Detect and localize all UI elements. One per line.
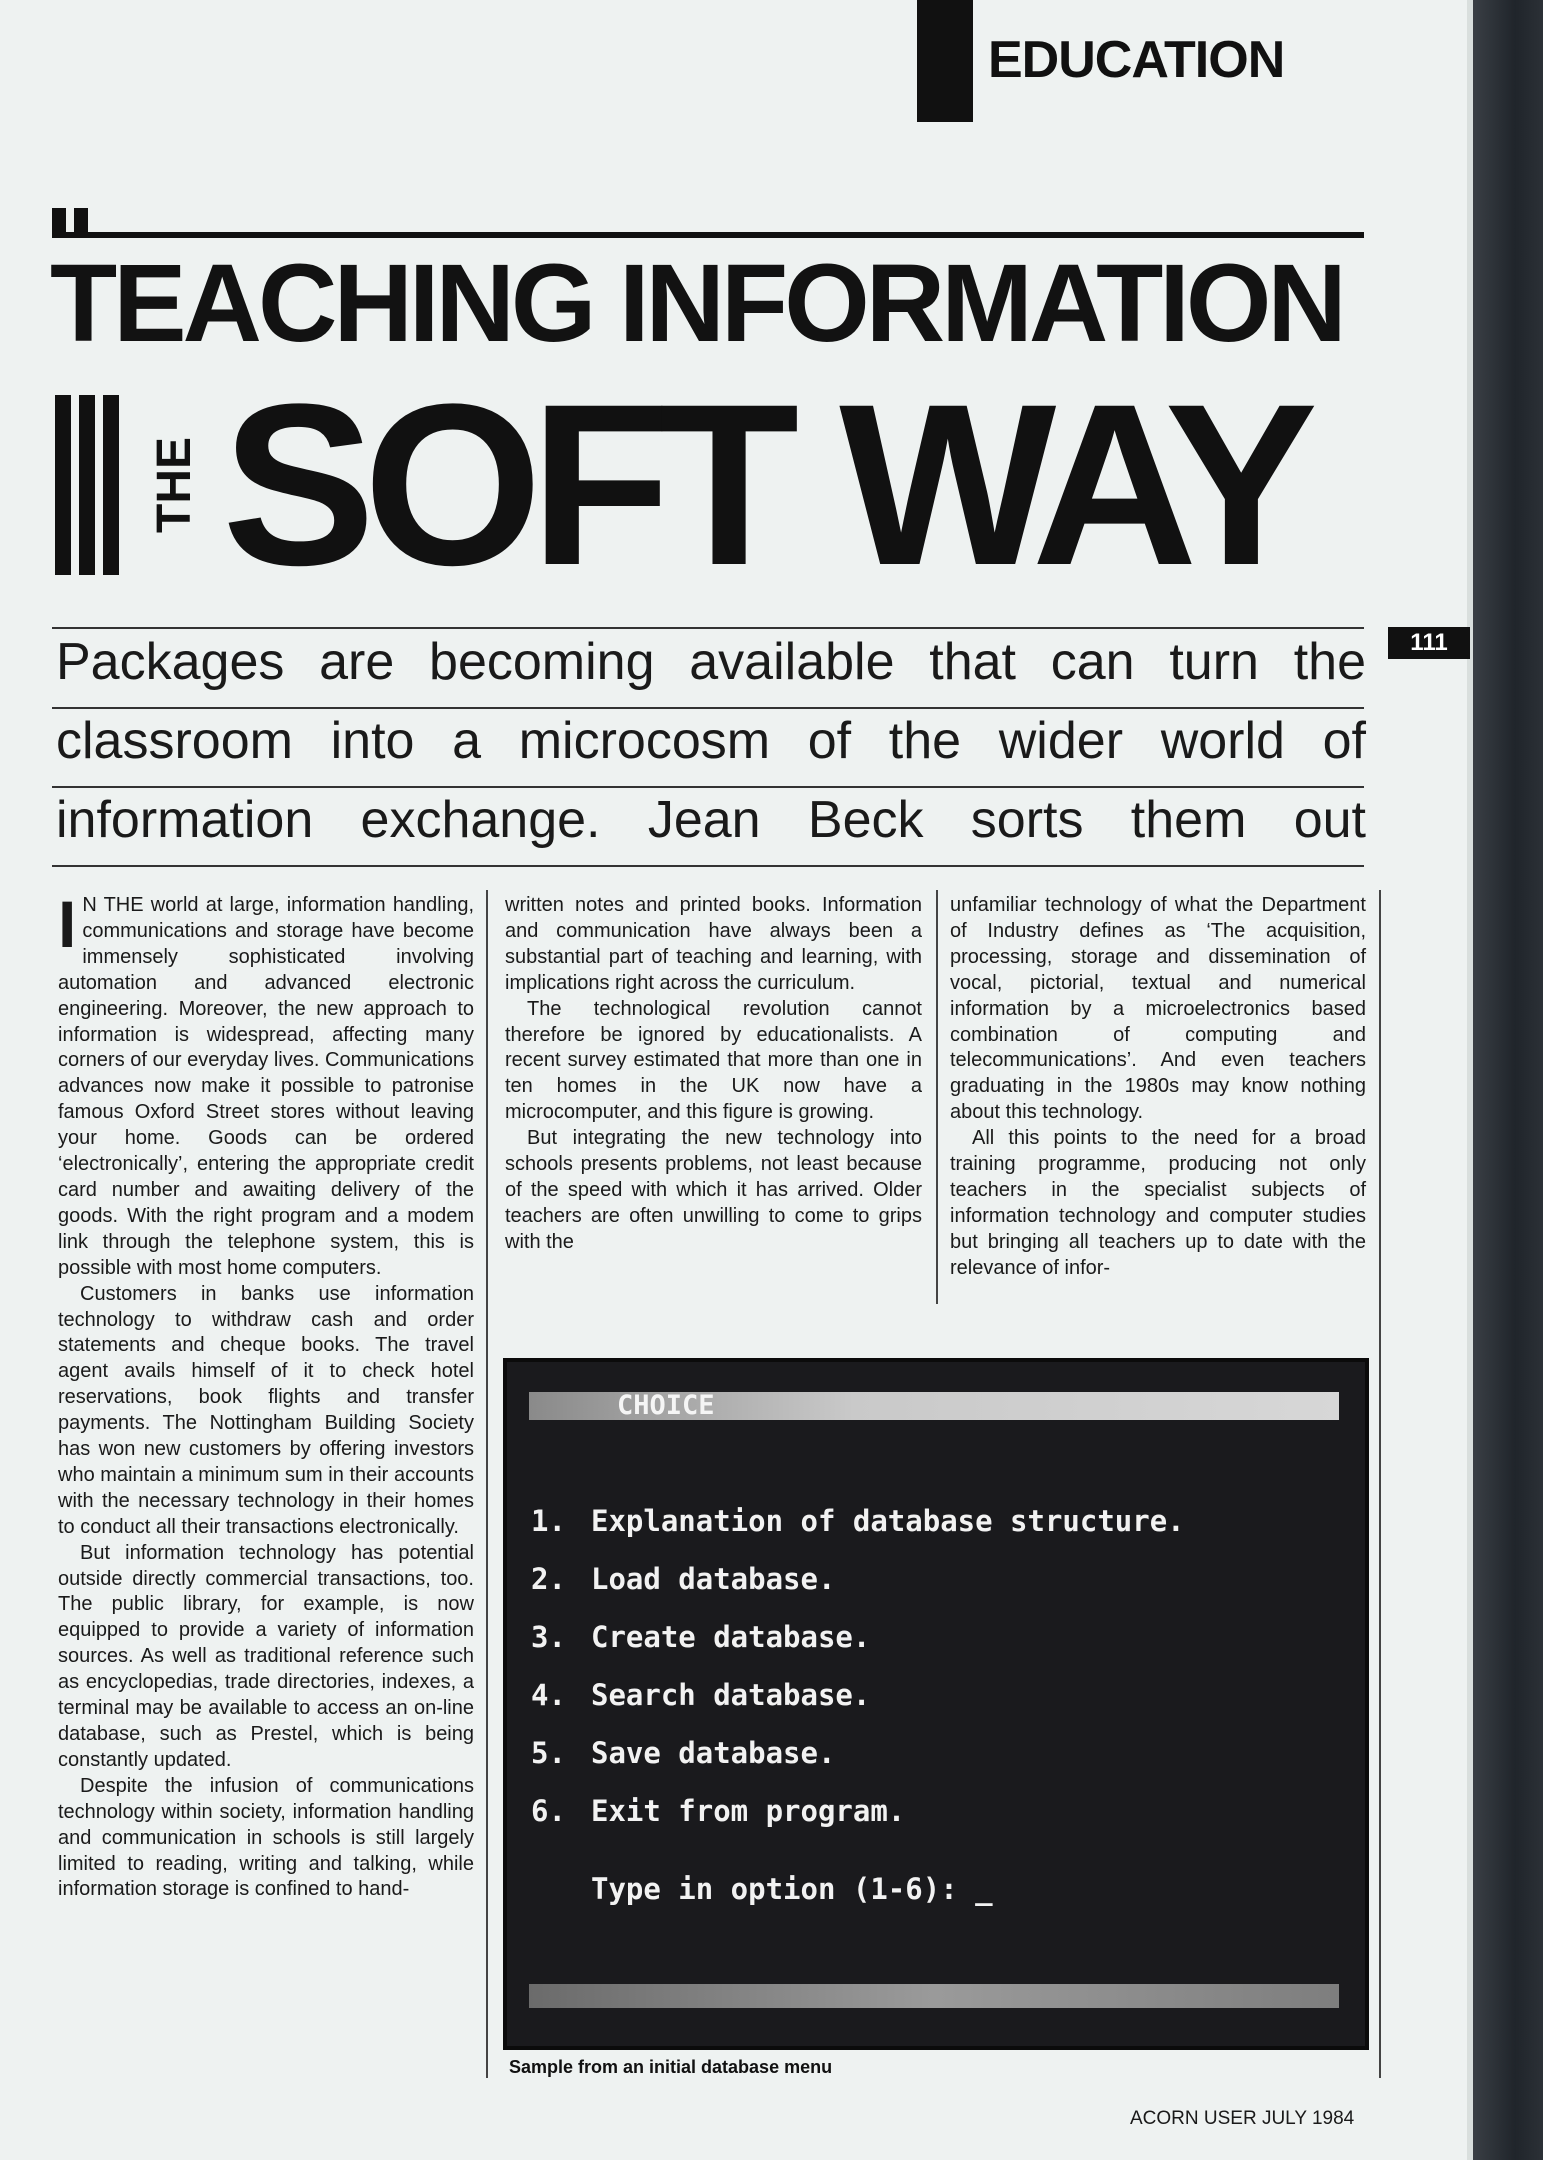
menu-item: 6. Exit from program. (531, 1794, 906, 1828)
deck-line-2: classroom into a microcosm of the wider world of (56, 712, 1366, 770)
menu-item: 2. Load database. (531, 1562, 836, 1596)
headline-line-2: SOFT WAY (222, 356, 1306, 613)
page-number: 111 (1388, 627, 1470, 659)
screen-prompt: Type in option (1-6): _ (591, 1872, 993, 1906)
deck-line-1: Packages are becoming available that can turn the (56, 633, 1366, 691)
paragraph: All this points to the need for a broad training programme, producing not only teachers in the specialist subjects of information technology and computer studies but bringing all teachers up to date with the relevance of infor- (950, 1127, 1366, 1279)
deck-rule (52, 865, 1364, 867)
body-column-2 (505, 893, 922, 1256)
paragraph: The technological revolution cannot therefore be ignored by educationalists. A recent survey estimated that more than one in ten homes in the UK now have a microcomputer, and this figure is growing. (505, 997, 922, 1124)
drop-cap: I (58, 887, 77, 961)
column-rule (486, 890, 488, 2078)
menu-item: 4. Search database. (531, 1678, 871, 1712)
deck-rule (52, 627, 1364, 629)
deck-line-3: information exchange. Jean Beck sorts them out (56, 791, 1366, 849)
menu-item: 1. Explanation of database structure. (531, 1504, 1185, 1538)
body-column-3 (950, 893, 1366, 1282)
column-rule (1379, 890, 1381, 2078)
headline-line-1: TEACHING INFORMATION (50, 242, 1343, 365)
computer-screen-photo (503, 1358, 1369, 2050)
column-rule (936, 890, 938, 1304)
headline-the-box (150, 395, 200, 575)
section-marker-bar (917, 0, 973, 122)
binding-spine (1473, 0, 1543, 2160)
paragraph: written notes and printed books. Information and communication have always been a substantial part of teaching and learning, with implications right across the curriculum. (505, 894, 922, 994)
deck-rule (52, 707, 1364, 709)
page-footer: ACORN USER JULY 1984 (1130, 2108, 1355, 2129)
screen-status-bar (529, 1984, 1339, 2008)
headline-rule (52, 232, 1364, 238)
body-column-1 (58, 887, 474, 1903)
paragraph: Despite the infusion of communications technology within society, information handling and communication in schools is still largely limited to reading, writing and talking, while information storage is confined to hand- (58, 1774, 474, 1901)
screen-title-bar (529, 1392, 1339, 1420)
paragraph: unfamiliar technology of what the Department of Industry defines as ‘The acquisition, processing, storage and dissemination of vocal, pictorial, textual and numerical information by a microelectronics based combination of computing and telecommunications’. And even teachers graduating in the 1980s may know nothing about this technology. (950, 894, 1366, 1124)
screen-title: CHOICE (617, 1390, 715, 1421)
paragraph: But information technology has potential outside directly commercial transactions, too. The public library, for example, is now equipped to provide a variety of information sources. As well as traditional reference such as encyclopedias, trade directories, indexes, a terminal may be available to access an on-line database, such as Prestel, which is being constantly updated. (58, 1541, 474, 1771)
paragraph: Customers in banks use information technology to withdraw cash and order statements and cheque books. The travel agent avails himself of it to check hotel reservations, book flights and transfer payments. The Nottingham Building Society has won new customers by offering investors who maintain a minimum sum in their accounts with the necessary technology in their homes to conduct all their transactions electronically. (58, 1282, 474, 1538)
paragraph: But integrating the new technology into schools presents problems, not least because of the speed with which it has arrived. Older teachers are often unwilling to come to grips with the (505, 1127, 922, 1253)
menu-item: 3. Create database. (531, 1620, 871, 1654)
headline-the: THE (148, 437, 201, 533)
section-label: EDUCATION (988, 31, 1285, 89)
figure-caption: Sample from an initial database menu (509, 2057, 833, 2077)
deck-rule (52, 786, 1364, 788)
page-edge (1467, 0, 1473, 2160)
paragraph: I N THE world at large, information handling, communications and storage have become immensely sophisticated involving automation and advanced electronic engineering. Moreover, the new approach to information is widespread, affecting many corners of our everyday lives. Communications advances now make it possible to patronise famous Oxford Street stores without leaving your home. Goods can be ordered ‘electronically’, entering the appropriate credit card number and awaiting delivery of the goods. With the right program and a modem link through the telephone system, this is possible with most home computers. (58, 887, 474, 1279)
menu-item: 5. Save database. (531, 1736, 836, 1770)
